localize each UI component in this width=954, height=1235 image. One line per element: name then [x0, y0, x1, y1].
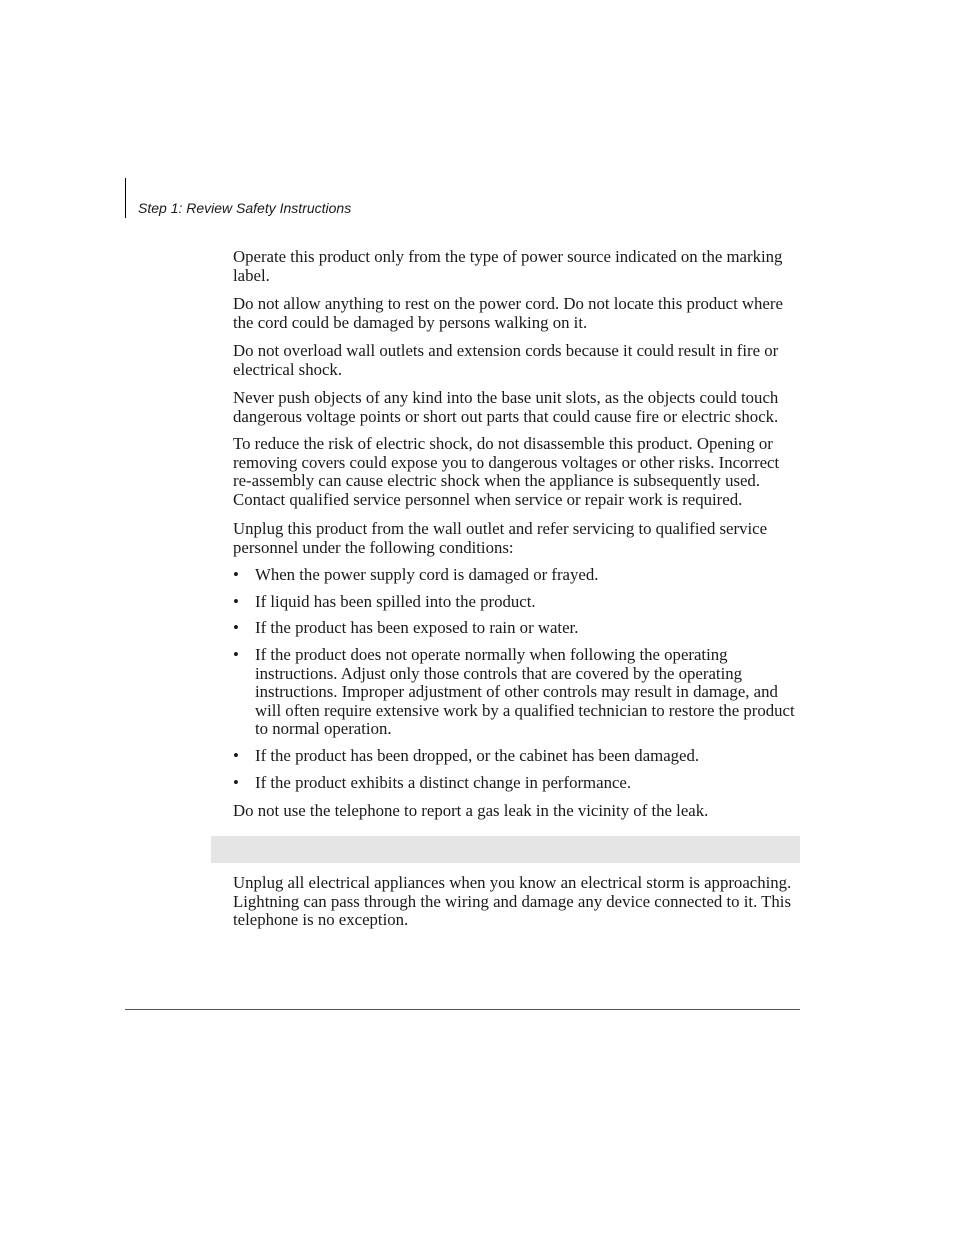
- header-vertical-rule: [125, 178, 126, 218]
- paragraph-power-cord: [233, 295, 799, 332]
- running-head: Step 1: Review Safety Instructions: [138, 200, 352, 216]
- paragraph-disassemble: [233, 435, 799, 509]
- footer-rule: [125, 1009, 800, 1010]
- paragraph-text: To reduce the risk of electric shock, do not disassemble this product. Opening or removing covers could expose you to dangerous voltages or other risks. Incorrect re-assembly can cause electric shock when the appliance is subsequently used. Contact qualified service personnel when service or repair work is required.: [233, 434, 780, 509]
- paragraph-overload: [233, 342, 799, 379]
- paragraph-unplug-conditions: [233, 520, 799, 557]
- paragraph-text: Operate this product only from the type of power source indicated on the marking label.: [233, 247, 783, 285]
- list-item: [233, 747, 799, 766]
- list-item-text: When the power supply cord is damaged or frayed.: [255, 565, 599, 584]
- bullet-marker: •: [233, 565, 239, 584]
- list-item: [233, 566, 799, 585]
- list-item-text: If the product exhibits a distinct change in performance.: [255, 773, 632, 792]
- paragraph-text: Do not use the telephone to report a gas leak in the vicinity of the leak.: [233, 801, 709, 820]
- bullet-marker: •: [233, 645, 239, 664]
- bullet-marker: •: [233, 746, 239, 765]
- paragraph-base-unit-slots: [233, 389, 799, 426]
- list-item: [233, 774, 799, 793]
- bullet-marker: •: [233, 592, 239, 611]
- paragraph-power-source: [233, 248, 799, 285]
- bullet-marker: •: [233, 773, 239, 792]
- paragraph-text: Unplug all electrical appliances when you know an electrical storm is approaching. Lightning can pass through the wiring and damage any device connected to it. This telephone is no exception.: [233, 873, 792, 930]
- paragraph-text: Never push objects of any kind into the base unit slots, as the objects could touch dangerous voltage points or short out parts that could cause fire or electric shock.: [233, 388, 779, 426]
- list-item-text: If the product does not operate normally when following the operating instructions. Adjust only those controls that are covered by the operating instructions. Improper adjustment of other controls may result in damage, and will often require extensive work by a qualified technician to restore the product to normal operation.: [255, 645, 795, 739]
- paragraph-text: Do not overload wall outlets and extension cords because it could result in fire or electrical shock.: [233, 341, 779, 379]
- paragraph-text: Do not allow anything to rest on the power cord. Do not locate this product where the cord could be damaged by persons walking on it.: [233, 294, 783, 332]
- paragraph-storm: [233, 874, 799, 930]
- list-item: [233, 593, 799, 612]
- warning-band: [211, 836, 800, 863]
- list-item-text: If the product has been exposed to rain or water.: [255, 618, 579, 637]
- paragraph-gas-leak: [233, 802, 799, 821]
- paragraph-text: Unplug this product from the wall outlet and refer servicing to qualified service personnel under the following conditions:: [233, 519, 768, 557]
- list-item-text: If liquid has been spilled into the product.: [255, 592, 536, 611]
- list-item: [233, 619, 799, 638]
- list-item: [233, 646, 799, 739]
- list-item-text: If the product has been dropped, or the cabinet has been damaged.: [255, 746, 700, 765]
- bullet-marker: •: [233, 618, 239, 637]
